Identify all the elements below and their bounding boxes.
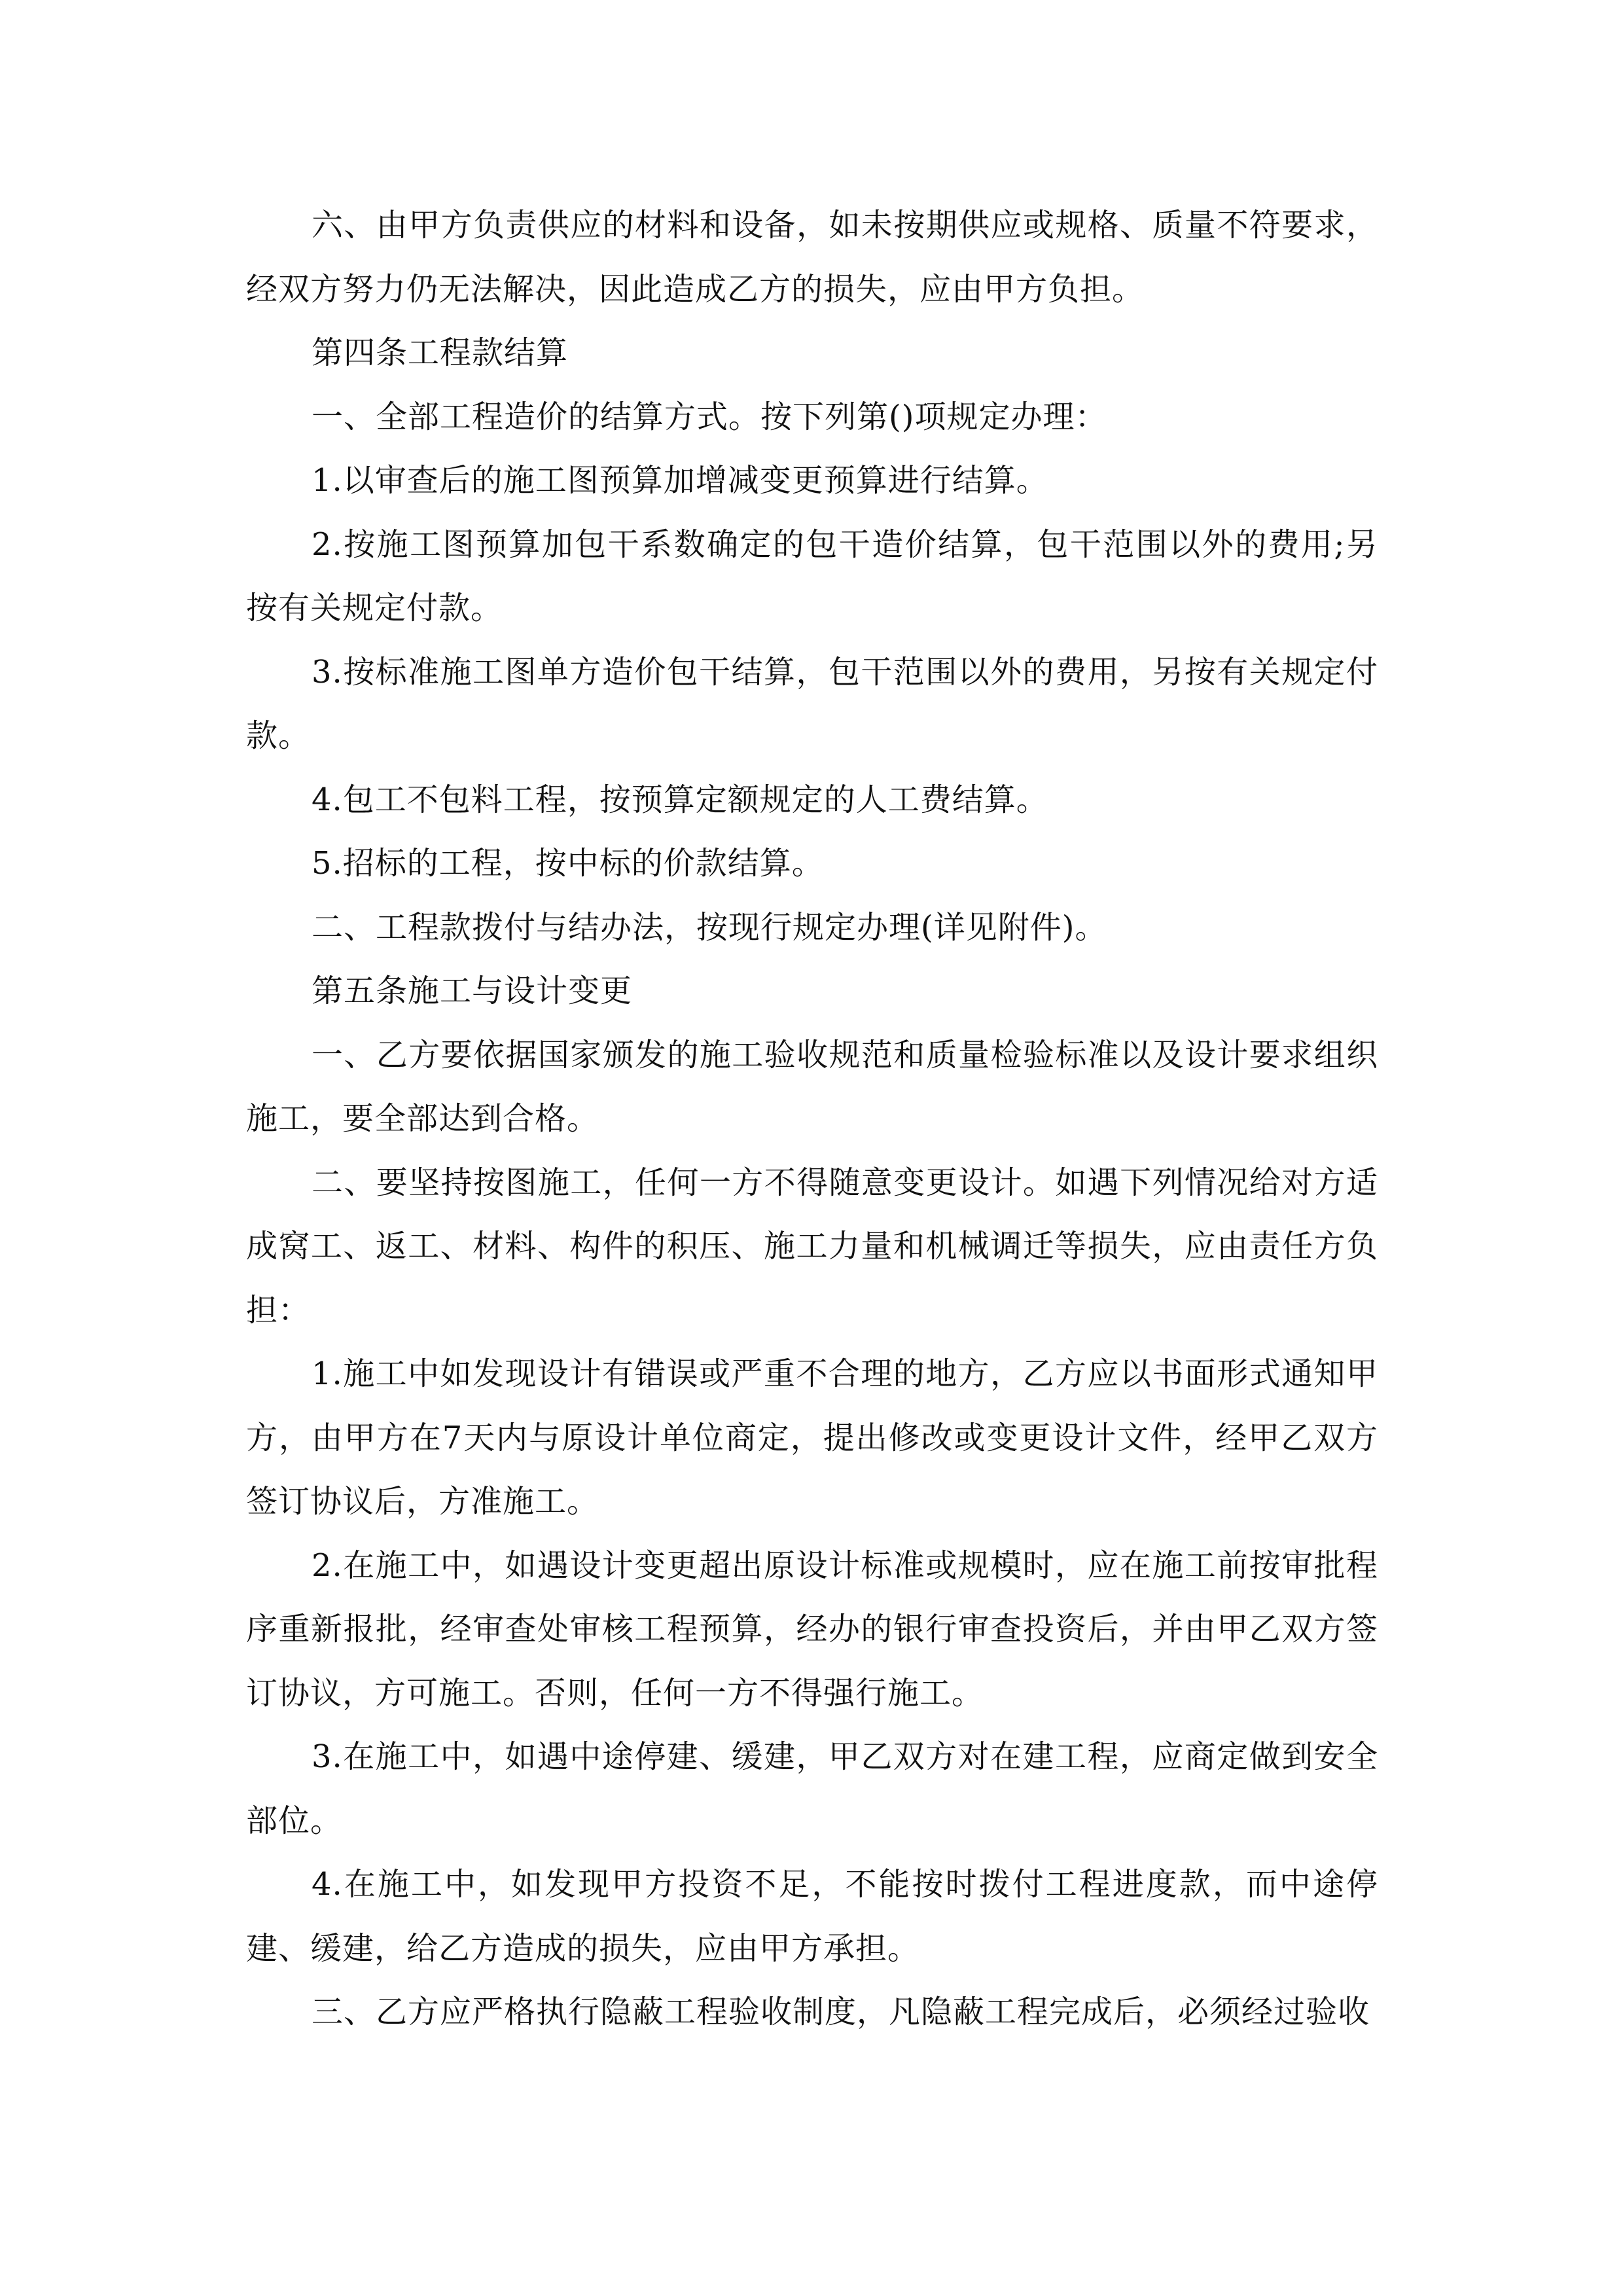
list-item-settlement-3: 3.按标准施工图单方造价包干结算，包干范围以外的费用，另按有关规定付款。 bbox=[246, 653, 1378, 754]
paragraph-concealed-works: 三、乙方应严格执行隐蔽工程验收制度，凡隐蔽工程完成后，必须经过验收 bbox=[312, 1994, 1370, 2030]
list-item-settlement-2: 2.按施工图预算加包干系数确定的包干造价结算，包干范围以外的费用;另按有关规定付款。 bbox=[246, 526, 1378, 626]
heading-article-4-payment-settlement: 第四条工程款结算 bbox=[312, 334, 569, 371]
list-item-settlement-5: 5.招标的工程，按中标的价款结算。 bbox=[312, 845, 824, 882]
list-item-settlement-1: 1.以审查后的施工图预算加增减变更预算进行结算。 bbox=[312, 462, 1048, 499]
paragraph-settlement-method: 一、全部工程造价的结算方式。按下列第()项规定办理： bbox=[312, 398, 1107, 435]
list-item-change-3: 3.在施工中，如遇中途停建、缓建，甲乙双方对在建工程，应商定做到安全部位。 bbox=[246, 1738, 1378, 1839]
list-item-change-4: 4.在施工中，如发现甲方投资不足，不能按时拨付工程进度款，而中途停建、缓建，给乙方造成的损失，应由甲方承担。 bbox=[246, 1866, 1378, 1967]
paragraph-follow-drawings: 二、要坚持按图施工，任何一方不得随意变更设计。如遇下列情况给对方适成窝工、返工、材料、构件的积压、施工力量和机械调迁等损失，应由责任方负担： bbox=[246, 1164, 1378, 1329]
paragraph-clause-6-materials: 六、由甲方负责供应的材料和设备，如未按期供应或规格、质量不符要求，经双方努力仍无法解决，因此造成乙方的损失，应由甲方负担。 bbox=[246, 207, 1378, 308]
document-body bbox=[246, 194, 1378, 2045]
heading-article-5-construction-design-change: 第五条施工与设计变更 bbox=[312, 973, 633, 1009]
list-item-change-2: 2.在施工中，如遇设计变更超出原设计标准或规模时，应在施工前按审批程序重新报批，经审查处审核工程预算，经办的银行审查投资后，并由甲乙双方签订协议，方可施工。否则，任何一方不得强行施工。 bbox=[246, 1547, 1378, 1712]
paragraph-construction-standards: 一、乙方要依据国家颁发的施工验收规范和质量检验标准以及设计要求组织施工，要全部达到合格。 bbox=[246, 1036, 1378, 1137]
list-item-change-1: 1.施工中如发现设计有错误或严重不合理的地方，乙方应以书面形式通知甲方，由甲方在7天内与原设计单位商定，提出修改或变更设计文件，经甲乙双方签订协议后，方准施工。 bbox=[246, 1355, 1378, 1520]
paragraph-payment-disbursement: 二、工程款拨付与结办法，按现行规定办理(详见附件)。 bbox=[312, 908, 1107, 946]
list-item-settlement-4: 4.包工不包料工程，按预算定额规定的人工费结算。 bbox=[312, 781, 1048, 818]
